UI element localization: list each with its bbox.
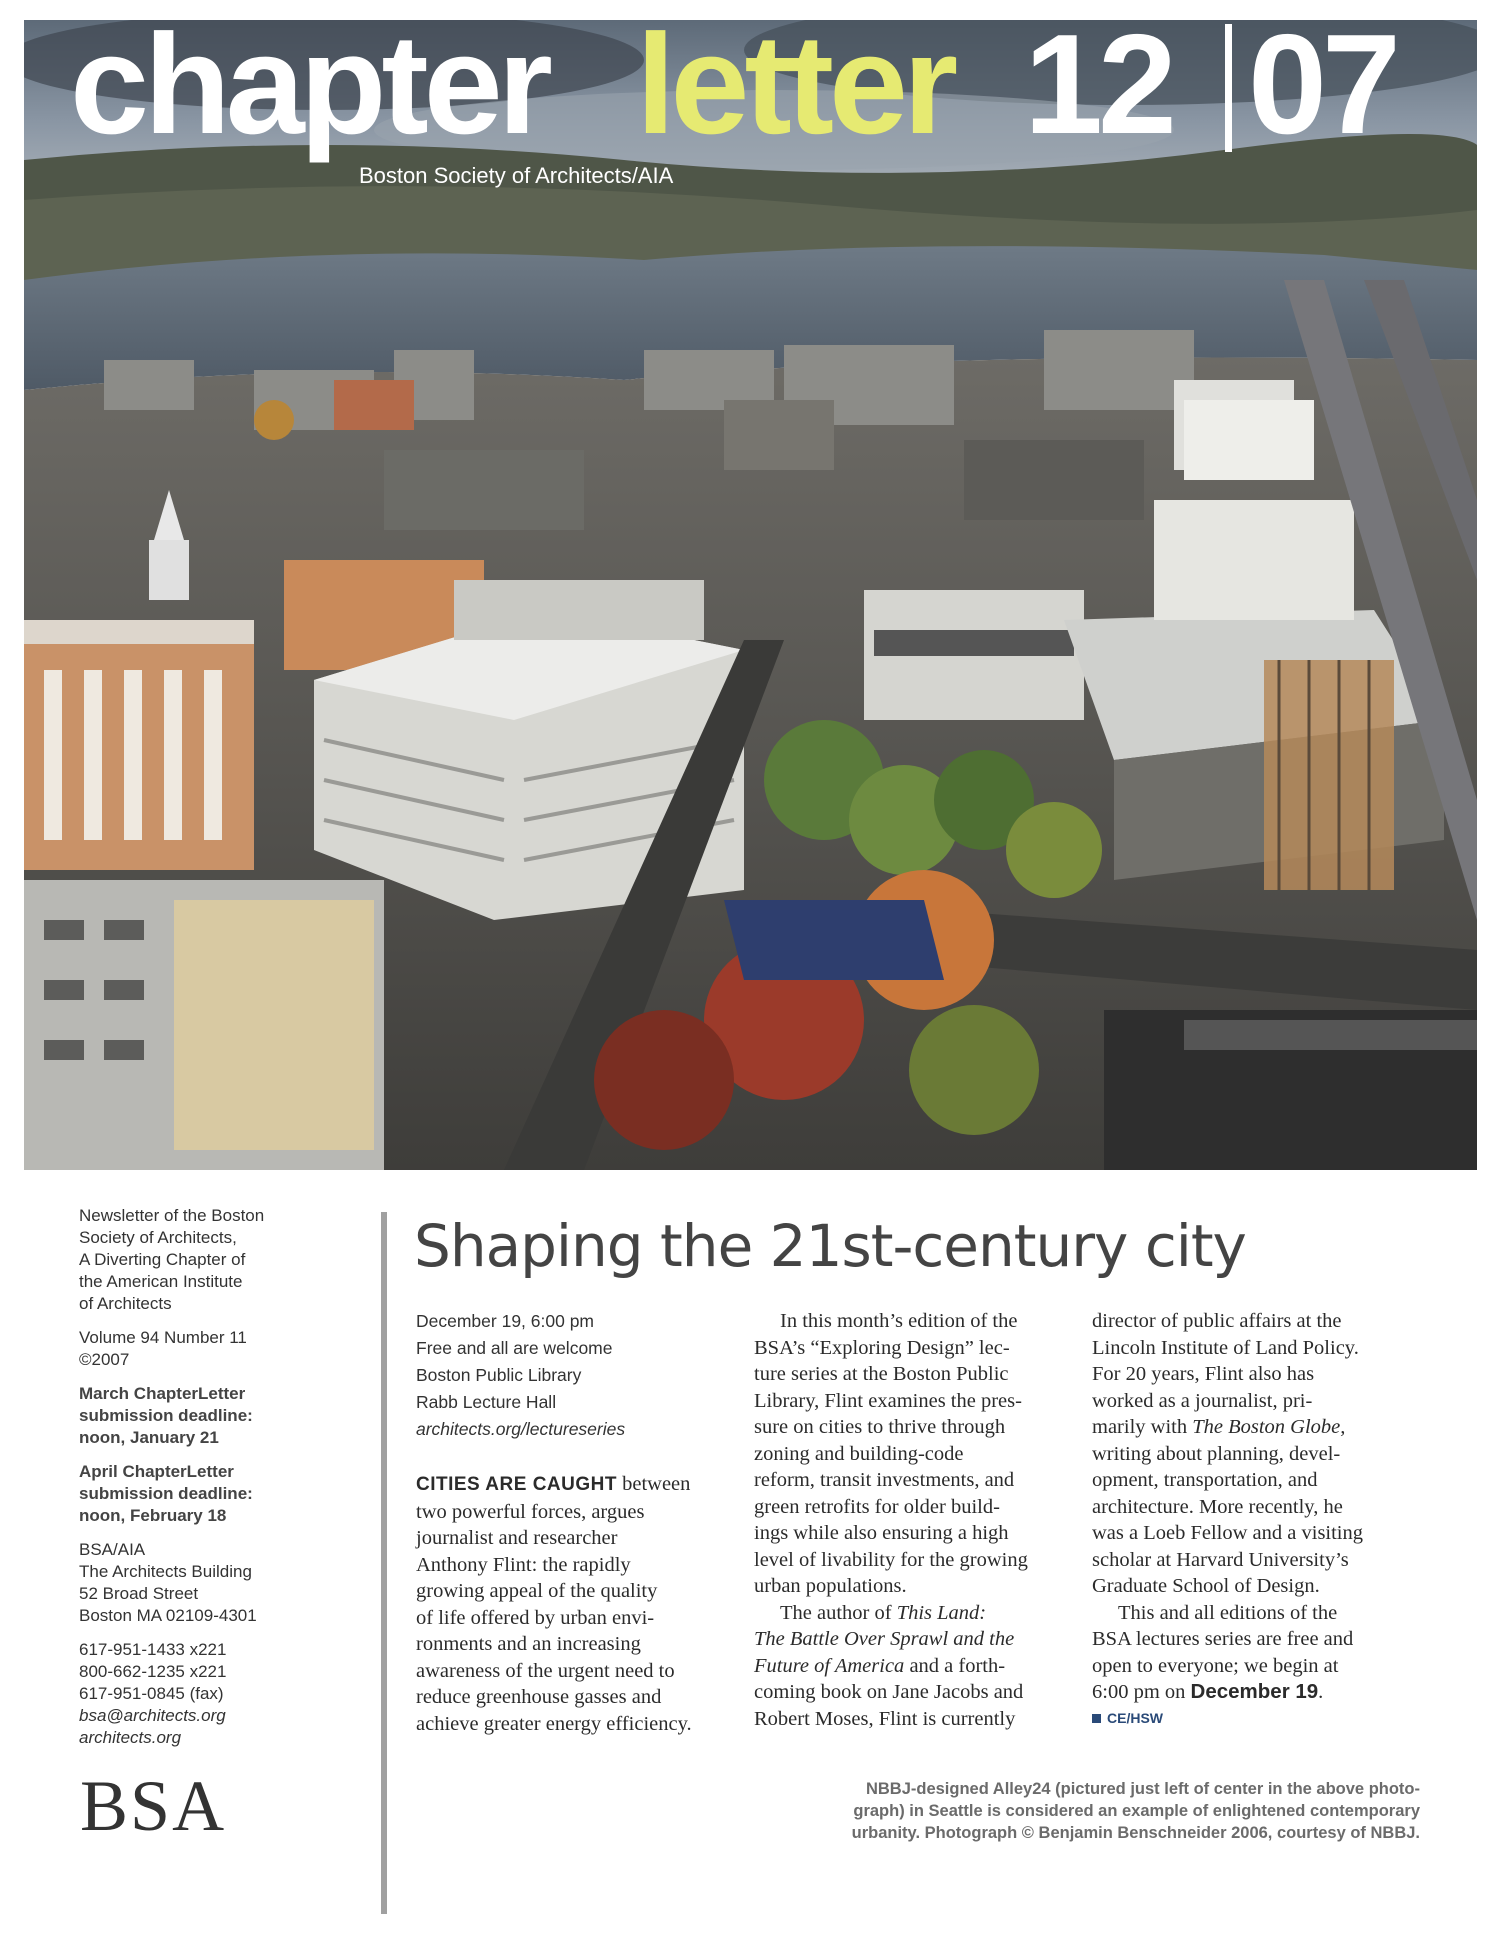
- article-headline: Shaping the 21st-century city: [414, 1212, 1246, 1280]
- phone-line: 800-662-1235 x221: [79, 1662, 227, 1681]
- globe-pre: marily with: [1092, 1416, 1193, 1438]
- book-title: Future of America: [754, 1654, 905, 1677]
- event-details: [416, 1308, 625, 1443]
- deadline-line: noon, January 21: [79, 1428, 219, 1447]
- website-link[interactable]: architects.org: [79, 1728, 182, 1747]
- photo-caption: [760, 1778, 1420, 1844]
- deadline-line: submission deadline:: [79, 1484, 253, 1503]
- col1-line: of life offered by urban envi-: [416, 1606, 655, 1629]
- col1-line: journalist and researcher: [416, 1527, 618, 1549]
- col1-line: awareness of the urgent need to: [416, 1659, 675, 1682]
- vertical-divider: [381, 1212, 387, 1914]
- book-intro: The author of: [780, 1601, 897, 1624]
- newspaper-title: The Boston Globe,: [1192, 1416, 1346, 1438]
- masthead-chapter: chapter: [70, 5, 548, 164]
- square-icon: [1092, 1714, 1101, 1723]
- article-column-3: [1092, 1308, 1363, 1728]
- col1-line: Anthony Flint: the rapidly: [416, 1553, 631, 1576]
- masthead-month: 12: [1024, 5, 1172, 164]
- address-line: 52 Broad Street: [79, 1584, 199, 1603]
- col3-line: was a Loeb Fellow and a visiting: [1092, 1522, 1364, 1544]
- col2-line: green retrofits for older build-: [754, 1495, 1000, 1518]
- col2-line: [754, 1600, 1028, 1627]
- time-pre: 6:00 pm on: [1092, 1681, 1191, 1703]
- col2-line: In this month’s edition of the: [780, 1310, 1018, 1332]
- period: .: [1318, 1681, 1324, 1703]
- col2-line: urban populations.: [754, 1575, 907, 1597]
- volume-line: Volume 94 Number 11: [79, 1328, 247, 1347]
- fax-line: 617-951-0845 (fax): [79, 1684, 224, 1703]
- event-date: December 19, 6:00 pm: [416, 1311, 595, 1331]
- email-link[interactable]: bsa@architects.org: [79, 1706, 226, 1725]
- copyright-line: ©2007: [79, 1350, 130, 1369]
- col2-line: ings while also ensuring a high: [754, 1522, 1009, 1544]
- sidebar-deadline-march: [79, 1383, 319, 1449]
- lead-rest: between: [616, 1473, 691, 1495]
- col3-line: BSA lectures series are free and: [1092, 1628, 1354, 1650]
- col2-line: Robert Moses, Flint is currently: [754, 1707, 1016, 1730]
- book-after: and a forth-: [904, 1654, 1006, 1677]
- col3-line: writing about planning, devel-: [1092, 1442, 1341, 1465]
- about-line: the American Institute: [79, 1272, 243, 1291]
- col2-line: ture series at the Boston Public: [754, 1363, 1009, 1385]
- col1-line: reduce greenhouse gasses and: [416, 1686, 662, 1708]
- masthead-divider: [1225, 24, 1232, 152]
- event-date-bold: December 19: [1190, 1680, 1319, 1703]
- address-line: Boston MA 02109-4301: [79, 1606, 257, 1625]
- col2-line: coming book on Jane Jacobs and: [754, 1681, 1024, 1703]
- event-room: Rabb Lecture Hall: [416, 1392, 557, 1412]
- address-line: The Architects Building: [79, 1562, 252, 1581]
- sidebar-deadline-april: [79, 1461, 319, 1527]
- col2-line: BSA’s “Exploring Design” lec-: [754, 1336, 1010, 1359]
- deadline-line: March ChapterLetter: [79, 1384, 246, 1403]
- col3-line: scholar at Harvard University’s: [1092, 1548, 1349, 1571]
- col3-line: Lincoln Institute of Land Policy.: [1092, 1336, 1359, 1359]
- address-line: BSA/AIA: [79, 1540, 146, 1559]
- col3-line: architecture. More recently, he: [1092, 1495, 1343, 1518]
- event-venue: Boston Public Library: [416, 1365, 582, 1385]
- deadline-line: submission deadline:: [79, 1406, 253, 1425]
- caption-line: urbanity. Photograph © Benjamin Benschneider 2006, courtesy of NBBJ.: [851, 1824, 1420, 1842]
- event-link[interactable]: architects.org/lectureseries: [416, 1419, 626, 1439]
- col3-line: opment, transportation, and: [1092, 1469, 1318, 1491]
- bsa-logo: BSA: [80, 1766, 227, 1846]
- masthead-year: 07: [1248, 5, 1396, 164]
- ce-hsw-badge: [1092, 1708, 1363, 1728]
- col3-line: open to everyone; we begin at: [1092, 1654, 1339, 1677]
- about-line: Society of Architects,: [79, 1228, 237, 1247]
- masthead-letter: letter: [636, 5, 954, 164]
- col3-line: This and all editions of the: [1118, 1601, 1338, 1624]
- article-column-2: [754, 1308, 1028, 1732]
- lead-in: CITIES ARE CAUGHT: [416, 1474, 617, 1495]
- sidebar-about: [79, 1205, 319, 1315]
- phone-line: 617-951-1433 x221: [79, 1640, 227, 1659]
- event-admission: Free and all are welcome: [416, 1338, 613, 1358]
- col2-line: sure on cities to thrive through: [754, 1416, 1006, 1438]
- sidebar-volume: [79, 1327, 319, 1371]
- col3-line: For 20 years, Flint also has: [1092, 1363, 1315, 1385]
- col3-line: [1092, 1679, 1363, 1706]
- sidebar: [79, 1205, 319, 1761]
- col1-line: ronments and an increasing: [416, 1633, 641, 1655]
- deadline-line: noon, February 18: [79, 1506, 227, 1525]
- article-column-1: [416, 1471, 692, 1737]
- book-title: This Land:: [896, 1601, 987, 1624]
- col1-line: two powerful forces, argues: [416, 1500, 645, 1523]
- col3-line: Graduate School of Design.: [1092, 1575, 1320, 1597]
- caption-line: graph) in Seattle is considered an example of enlightened contemporary: [853, 1802, 1420, 1820]
- col1-line: achieve greater energy efficiency.: [416, 1712, 692, 1735]
- masthead-subtitle: Boston Society of Architects/AIA: [359, 163, 674, 188]
- deadline-line: April ChapterLetter: [79, 1462, 234, 1481]
- book-title-line: The Battle Over Sprawl and the: [754, 1628, 1015, 1650]
- col2-line: zoning and building-code: [754, 1442, 964, 1465]
- col2-line: level of livability for the growing: [754, 1548, 1028, 1571]
- col2-line: Library, Flint examines the pres-: [754, 1389, 1022, 1412]
- col1-line: growing appeal of the quality: [416, 1580, 658, 1602]
- masthead: [24, 5, 1477, 220]
- about-line: Newsletter of the Boston: [79, 1206, 265, 1225]
- col2-line: [754, 1653, 1028, 1680]
- about-line: of Architects: [79, 1294, 172, 1313]
- col3-line: worked as a journalist, pri-: [1092, 1389, 1313, 1412]
- sidebar-contact: [79, 1639, 319, 1749]
- caption-line: NBBJ-designed Alley24 (pictured just left of center in the above photo-: [865, 1780, 1420, 1798]
- col3-line: director of public affairs at the: [1092, 1310, 1342, 1332]
- col1-line: [416, 1471, 692, 1499]
- col3-line: [1092, 1414, 1363, 1441]
- col2-line: reform, transit investments, and: [754, 1469, 1015, 1491]
- about-line: A Diverting Chapter of: [79, 1250, 246, 1269]
- sidebar-address: [79, 1539, 319, 1627]
- badge-label: CE/HSW: [1107, 1709, 1163, 1726]
